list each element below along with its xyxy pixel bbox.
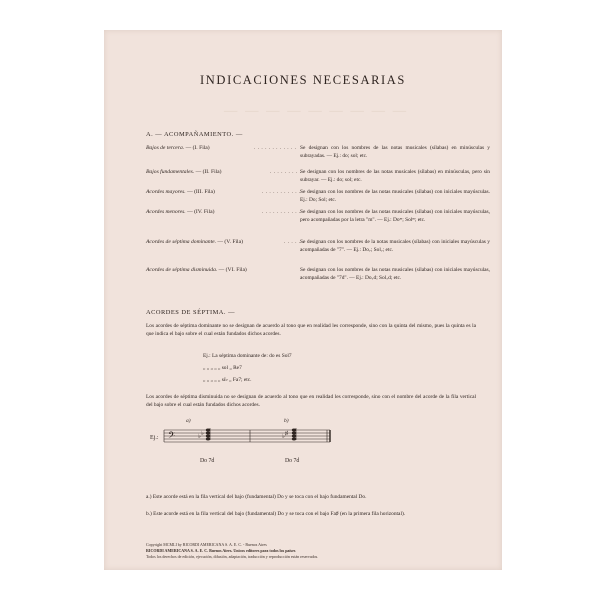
svg-text:𝄢: 𝄢	[168, 431, 176, 443]
svg-text:♯: ♯	[285, 431, 288, 437]
leader-dots: . . . . . . . . . . . .	[254, 145, 297, 151]
example-b-marker: b)	[284, 418, 289, 424]
section-b-heading: ACORDES DE SÉPTIMA. —	[146, 309, 235, 316]
bleed-through-text: — — — — — — — — —	[224, 103, 409, 119]
row-label: Bajos fundamentales. — (II. Fila)	[146, 169, 222, 175]
row-label: Bajos de tercera. — (I. Fila)	[146, 145, 210, 151]
example-line: Ej.: La séptima dominante de: do es Sol7	[203, 353, 292, 359]
document-page	[104, 30, 502, 570]
example-label: Ej.:	[150, 435, 159, 441]
leader-dots: . . . . . . . . . . .	[262, 209, 301, 215]
row-description: Se designan con los nombres de la notas musicales (sílabas) con iniciales mayúsculas y acompañadas de "7". — Ej.: Do₇; Sol₇; etc.	[300, 239, 490, 253]
leader-dots: . . . . . . . . .	[270, 169, 302, 175]
page-title: INDICACIONES NECESARIAS	[200, 73, 406, 87]
chord-a-label: Do 7d	[200, 458, 215, 464]
row-label: Acordes de séptima dominante. — (V. Fila)	[146, 239, 243, 245]
section-a-heading: A. — ACOMPAÑAMIENTO. —	[146, 131, 243, 138]
row-description: Se designan con los nombres de las notas musicales (sílabas) con iniciales mayúsculas, acompañadas de "7d". — Ej.: Do₇d; Sol₇d; etc.	[300, 267, 490, 281]
example-line: „ „ „ „ „ si♭ „ Fa7; etc.	[203, 377, 252, 383]
staff-lines	[164, 430, 330, 442]
svg-text:♭: ♭	[198, 434, 201, 440]
bass-clef-icon	[168, 431, 175, 443]
row-label: Acordes de séptima disminuida. — (VI. Fila)	[146, 267, 247, 273]
leader-dots: . . . . . .	[284, 239, 305, 245]
row-description: Se designan con los nombres de las notas musicales (sílabas) con iniciales mayúsculas. Ej.: Do; Sol; etc.	[300, 189, 490, 203]
leader-dots: . . . . . . . . . . .	[262, 189, 301, 195]
footer-publisher: RICORDI AMERICANA S. A. E. C. Buenos Aires. Unicos editores para todos los países	[146, 548, 296, 553]
paragraph-diminished: Los acordes de séptima disminuida no se designan de acuerdo al tono que en realidad les corresponde, sino con el nombre del acorde de la fila vertical del bajo sobre el cual están fundados dichos acordes.	[146, 394, 476, 408]
example-line: „ „ „ „ „ sol „ Re7	[203, 365, 242, 371]
paragraph-dominant: Los acordes de séptima dominante no se designan de acuerdo al tono que en realidad les corresponde, sino con la quinta del mismo, pues la quinta es la que indica el bajo sobre el cual están fundados dichos acordes.	[146, 323, 476, 337]
row-description: Se designan con los nombres de las notas musicales (sílabas) en minúsculas, pero sin subrayar. — Ej.: do; sol; etc.	[300, 169, 490, 183]
note-b: b.) Este acorde está en la fila vertical del bajo (fundamental) Do y se toca con el bajo Fa♯ (en la primera fila horizontal).	[146, 511, 406, 517]
row-label: Acordes mayores. — (III. Fila)	[146, 189, 215, 195]
example-a-marker: a)	[186, 418, 191, 424]
row-description: Se designan con los nombres de las notas musicales (sílabas) en minúsculas y subrayadas. — Ej.: do; sol; etc.	[300, 145, 490, 159]
footer-rights: Todos los derechos de edición, ejecución, difusión, adaptación, traducción y reproducción están reservados.	[146, 554, 319, 559]
chord-b-label: Do 7d	[285, 458, 300, 464]
svg-text:♭: ♭	[282, 434, 285, 440]
footer-copyright: Copyright MCMLI by RICORDI AMERICANA S. A. E. C. - Buenos Aires	[146, 542, 267, 547]
music-staff-example	[144, 416, 444, 480]
row-label: Acordes menores. — (IV. Fila)	[146, 209, 215, 215]
note-a: a.) Este acorde está en la fila vertical del bajo (fundamental) Do y se toca con el bajo fundamental Do.	[146, 494, 367, 500]
svg-text:♭: ♭	[201, 431, 204, 437]
row-description: Se designan con los nombres de las notas musicales (sílabas) con iniciales mayúsculas, pero acompañadas por la letra "m". — Ej.: Doᵐ; Solᵐ; etc.	[300, 209, 490, 223]
